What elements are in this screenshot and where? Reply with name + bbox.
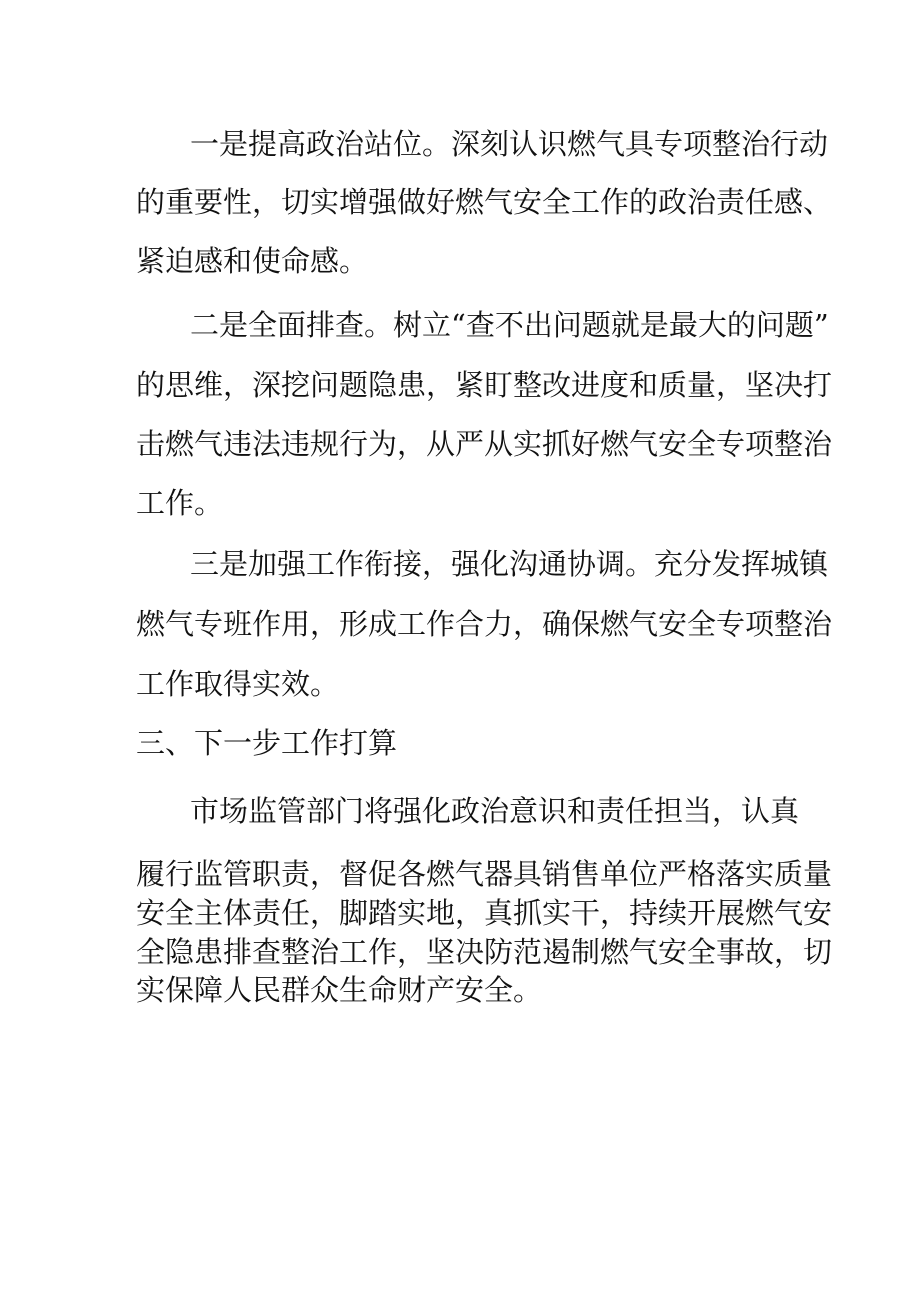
paragraph-2-line-1: 二是全面排查。树立“查不出问题就是最大的问题” [190, 308, 829, 342]
paragraph-4-line-2: 履行监管职责，督促各燃气器具销售单位严格落实质量 [136, 857, 833, 891]
paragraph-2-line-4: 工作。 [136, 486, 224, 520]
paragraph-4-line-4: 全隐患排查整治工作，坚决防范遏制燃气安全事故，切 [136, 935, 833, 969]
paragraph-1-line-2: 的重要性，切实增强做好燃气安全工作的政治责任感、 [136, 185, 833, 219]
paragraph-3-line-1: 三是加强工作衔接，强化沟通协调。充分发挥城镇 [190, 547, 829, 581]
paragraph-1-line-3: 紧迫感和使命感。 [136, 244, 369, 278]
section-heading: 三、下一步工作打算 [136, 726, 398, 760]
paragraph-2-line-3: 击燃气违法违规行为，从严从实抓好燃气安全专项整治 [136, 427, 833, 461]
paragraph-4-line-3: 安全主体责任，脚踏实地，真抓实干，持续开展燃气安 [136, 896, 833, 930]
paragraph-3-line-3: 工作取得实效。 [136, 667, 340, 701]
paragraph-4-line-5: 实保障人民群众生命财产安全。 [136, 973, 543, 1007]
paragraph-2-line-2: 的思维，深挖问题隐患，紧盯整改进度和质量，坚决打 [136, 368, 833, 402]
paragraph-1-line-1: 一是提高政治站位。深刻认识燃气具专项整治行动 [190, 127, 829, 161]
paragraph-3-line-2: 燃气专班作用，形成工作合力，确保燃气安全专项整治 [136, 607, 833, 641]
paragraph-4-line-1: 市场监管部门将强化政治意识和责任担当，认真 [190, 794, 800, 828]
